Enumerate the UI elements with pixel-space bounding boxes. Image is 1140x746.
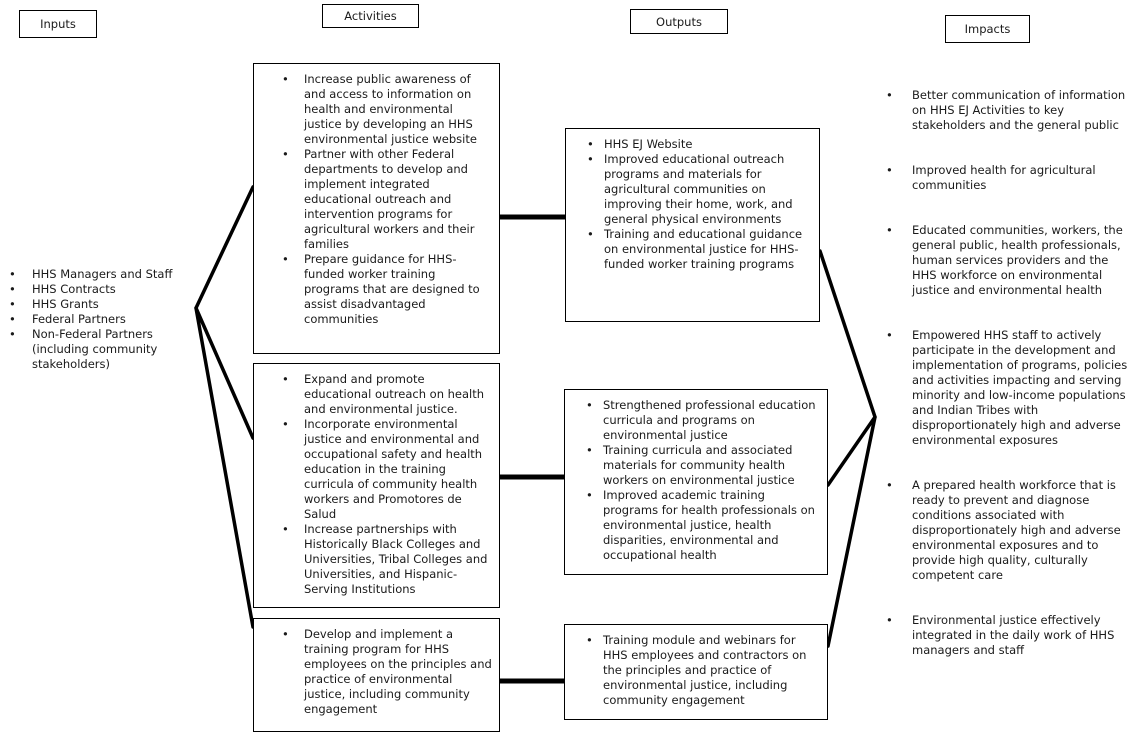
- bullet-item: • HHS Contracts: [9, 282, 193, 297]
- bullet-item: • HHS Grants: [9, 297, 193, 312]
- activities-box-1-list: [254, 64, 499, 335]
- bullet-item: • Federal Partners: [9, 312, 193, 327]
- outputs-box-2-list: [565, 390, 827, 571]
- activities-box-3-list: [254, 619, 499, 725]
- impacts-header: [945, 15, 1030, 43]
- bullet-item: • Increase partnerships with Historically Black Colleges and Universities, Tribal Colleges and Universities, and Hispanic-Serving Institutions: [282, 522, 493, 597]
- impacts-bullet-list: [885, 88, 1130, 658]
- bullet-item: • Training and educational guidance on environmental justice for HHS-funded worker training programs: [587, 227, 815, 272]
- bullet-item: • Expand and promote educational outreach on health and environmental justice.: [282, 372, 493, 417]
- bullet-item: • Incorporate environmental justice and environmental and occupational safety and health education in the training curricula of community health workers and Promotores de Salud: [282, 417, 493, 522]
- activities-box-2: [253, 363, 500, 608]
- bullet-item: • Empowered HHS staff to actively participate in the development and implementation of programs, policies and activities impacting and serving minority and low-income populations and Indian Tribes with disproportionately high and adverse environmental exposures: [886, 328, 1130, 448]
- bullet-item: • Environmental justice effectively integrated in the daily work of HHS managers and staff: [886, 613, 1130, 658]
- bullet-item: • Develop and implement a training program for HHS employees on the principles and practice of environmental justice, including community engagement: [282, 627, 493, 717]
- activities-box-2-list: [254, 364, 499, 605]
- connector-outputs-to-impacts: [820, 251, 875, 646]
- bullet-item: • Training module and webinars for HHS employees and contractors on the principles and practice of environmental justice, including community engagement: [586, 633, 823, 708]
- inputs-header: [19, 10, 97, 38]
- outputs-header-label: Outputs: [656, 14, 702, 29]
- activities-box-1: [253, 63, 500, 354]
- inputs-list: [7, 267, 193, 372]
- activities-header: [322, 4, 419, 28]
- bullet-item: • Better communication of information on HHS EJ Activities to key stakeholders and the general public: [886, 88, 1130, 133]
- bullet-item: • Partner with other Federal departments to develop and implement integrated educational outreach and intervention programs for agricultural workers and their families: [282, 147, 493, 252]
- outputs-box-3: [564, 624, 828, 720]
- bullet-item: • Non-Federal Partners (including community stakeholders): [9, 327, 193, 372]
- connector-inputs-to-activities: [196, 187, 253, 627]
- bullet-item: • Prepare guidance for HHS-funded worker training programs that are designed to assist disadvantaged communities: [282, 252, 493, 327]
- impacts-header-label: Impacts: [964, 22, 1011, 36]
- activities-box-3: [253, 618, 500, 732]
- impacts-list: [885, 88, 1130, 688]
- inputs-header-label: Inputs: [40, 17, 76, 31]
- outputs-box-1: [565, 128, 820, 322]
- outputs-header: [630, 9, 728, 34]
- outputs-box-3-list: [565, 625, 827, 716]
- bullet-item: • Improved health for agricultural communities: [886, 163, 1130, 193]
- bullet-item: • Increase public awareness of and access to information on health and environmental justice by developing an HHS environmental justice website: [282, 72, 493, 147]
- bullet-item: • Improved educational outreach programs and materials for agricultural communities on improving their home, work, and general physical environments: [587, 152, 815, 227]
- bullet-item: • HHS Managers and Staff: [9, 267, 193, 282]
- activities-header-label: Activities: [344, 9, 397, 23]
- bullet-item: • Strengthened professional education curricula and programs on environmental justice: [586, 398, 823, 443]
- outputs-box-2: [564, 389, 828, 575]
- outputs-box-1-list: [566, 129, 819, 280]
- bullet-item: • A prepared health workforce that is ready to prevent and diagnose conditions associated with disproportionately high and adverse environmental exposures and to provide high quality, culturally competent care: [886, 478, 1130, 583]
- bullet-item: • Educated communities, workers, the general public, health professionals, human services providers and the HHS workforce on environmental justice and environmental health: [886, 223, 1130, 298]
- bullet-item: • Improved academic training programs for health professionals on environmental justice, health disparities, environmental and occupational health: [586, 488, 823, 563]
- inputs-bullet-list: [7, 267, 193, 372]
- bullet-item: • Training curricula and associated materials for community health workers on environmental justice: [586, 443, 823, 488]
- bullet-item: • HHS EJ Website: [587, 137, 815, 152]
